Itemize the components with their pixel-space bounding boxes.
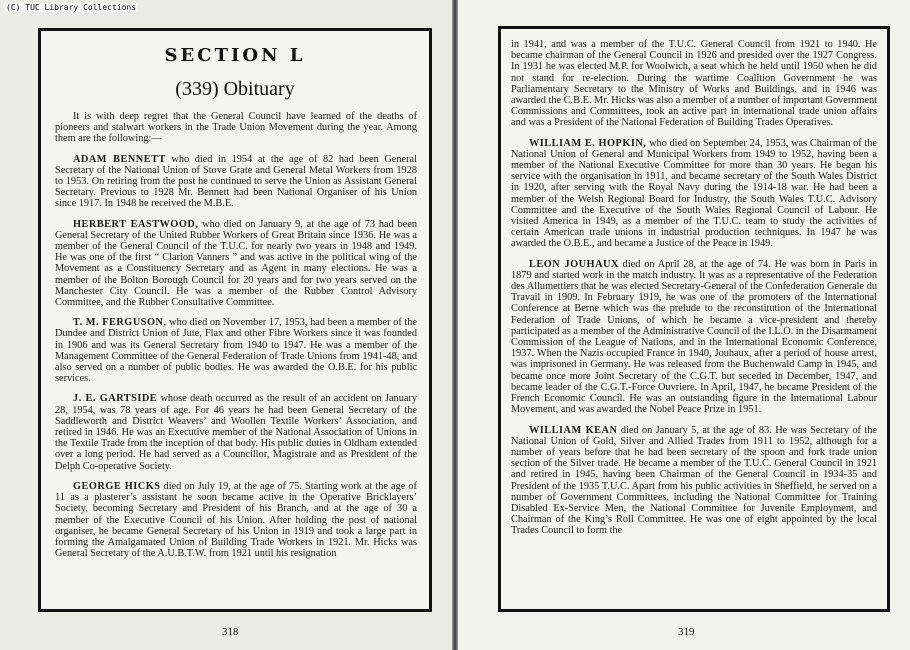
obituary-entry (55, 481, 417, 559)
obituary-text: died on April 28, at the age of 74. He was born in Paris in 1879 and started work in the match industry. It was as a representative of the Federation des Allumettiers that he was elected Secretary-General of the Confederation Generale du Travail in 1909. In February 1919, he was one of the promoters of the International Conference at Berne which was the prelude to the reconstitution of the International Federation of Trade Unions, of which he became a vice-president and thereby participated as a member of the Administrative Council of the I.L.O. in the Disarmament Commission of the League of Nations, and in the International Economic Conference, 1937. When the Nazis occupied France in 1940, Jouhaux, after a period of house arrest, was imprisoned in Germany. He was released from the Buchenwald Camp in 1945, and became once more Joint Secretary of the C.G.T. but seceded in December, 1947, and became leader of the C.G.T.-Force Ouvriere. In April, 1947, he became President of the French Economic Council. He was an outstanding figure in the International Labour Movement, and was awarded the Nobel Peace Prize in 1951. (511, 258, 878, 416)
obituary-text: whose death occurred as the result of an accident on January 28, 1954, was 78 years of age. For 46 years he had been General Secretary of the Saddleworth and District Weavers’ and Woollen Textile Workers’ Association, and retired in 1946. He was an Executive member of the National Association of Unions in the Textile Trade from the inception of that body. His public duties in Oldham extended over a long period. He had served as a Councillor, Magistrate and as President of the Delph Co-operative Society. (55, 393, 417, 472)
obituary-name: ADAM BENNETT (73, 153, 166, 165)
obituary-name: HERBERT EASTWOOD, (73, 218, 199, 230)
obituary-text: died on January 5, at the age of 83. He was Secretary of the National Union of Gold, Silver and Allied Trades from 1911 to 1952, although for a number of years before that he had been secretary of the spoon and fork trade union section of the Silver trade. He became a member of the T.U.C. General Council in 1921 and retired in 1945, having been Chairman of the General Council in 1934-35 and President of the 1935 T.U.C. Apart from his public activities in Sheffield, he served on a number of Government Committees, including the National Committee for Training Disabled Ex-Service Men, the National Committee for Juvenile Employment, and Chairman of the King’s Roll Committee. He was one of eight appointed by the local Trades Council to form the (511, 424, 878, 537)
page-number: 319 (678, 626, 695, 638)
copyright-notice: (C) TUC Library Collections (6, 3, 137, 12)
obituary-text: who died on November 17, 1953, had been a member of the Dundee and District Union of Jute, Flax and other Fibre Workers since it was founded in 1906 and was its General Secretary from 1940 to 1947. He was a member of the Management Committee of the General Federation of Trade Unions from 1941-48, and also served on a number of public bodies. He was awarded the O.B.E. for his public services. (55, 317, 418, 385)
right-text-frame (498, 26, 890, 612)
obituary-text: who died on September 24, 1953, was Chairman of the National Union of General and Municipal Workers from 1949 to 1952, having been a member of the National Executive Committee for more than 30 years. He began his service with the organisation in 1911, and became secretary of the South Wales District in 1920, after serving with the Royal Navy during the 1914-18 war. He had been a member of the Welsh Regional Board for Industry, the South Wales T.U.C. Advisory Committee and the Executive of the South Wales Regional Council of Labour. He visited America in 1949, as a member of the T.U.C. team to study the activities of certain American trade unions in industrial production techniques. In 1947 he was awarded the O.B.E., and became a Justice of the Peace in 1949. (511, 137, 877, 250)
obituary-text: who died in 1954 at the age of 82 had been General Secretary of the National Union of Stove Grate and General Metal Workers from 1928 to 1953. On retiring from the post he continued to serve the Union as Assistant General Secretary. Previous to 1928 Mr. Bennett had been National Organiser of his Union since 1917. In 1948 he received the M.B.E. (55, 153, 417, 210)
obituary-text: died on July 19, at the age of 75. Starting work at the age of 11 as a plasterer’s assistant he soon became active in the Operative Bricklayers’ Society, becoming Secretary and President of his Branch, and at the age of 30 a member of the Executive Council of his Union. After holding the post of national organiser, he became General Secretary of his Union in 1919 and took a large part in forming the Amalgamated Union of Building Trade Workers in 1921. Mr. Hicks was General Secretary of the A.U.B.T.W. from 1921 until his resignation (55, 480, 417, 560)
obituary-entry (55, 317, 417, 384)
right-page (458, 0, 910, 650)
left-page (0, 0, 452, 650)
right-body (501, 29, 887, 537)
left-text-frame (38, 28, 432, 612)
obituary-entry (55, 219, 417, 309)
obituary-entry (511, 259, 877, 416)
obituary-name: J. E. GARTSIDE (73, 393, 158, 405)
intro-paragraph: It is with deep regret that the General Council have learned of the deaths of pioneers and stalwart workers in the Trade Union Movement during the year. Among them are the following:— (55, 111, 417, 145)
obituary-entry (55, 393, 417, 471)
obituary-entry (55, 154, 417, 210)
page-number: 318 (222, 626, 239, 638)
obituary-name: LEON JOUHAUX (529, 258, 619, 270)
continuation-paragraph: in 1941, and was a member of the T.U.C. General Council from 1921 to 1940. He became chairman of the General Council in 1926 and presided over the 1927 Congress. In 1931 he was elected M.P. for Woolwich, a seat which he held until 1950 when he did not stand for re-election. During the wartime Coalition Government he was Parliamentary Secretary to the Ministry of Works and Buildings, and in 1946 was awarded the C.B.E. Mr. Hicks was also a member of a number of important Government Commissions and Committees, took an active part in international trade union affairs and was a President of the National Federation of Building Trades Operatives. (511, 39, 877, 129)
obituary-entry (511, 425, 877, 537)
left-body (41, 111, 429, 559)
obituary-name: GEORGE HICKS (73, 480, 161, 492)
obituary-name: T. M. FERGUSON, (73, 317, 167, 329)
section-title: SECTION L (164, 45, 306, 66)
obituary-entry (511, 138, 877, 250)
obituary-name: WILLIAM E. HOPKIN, (529, 137, 647, 149)
page-title: (339) Obituary (175, 78, 295, 100)
obituary-name: WILLIAM KEAN (529, 424, 618, 436)
obituary-text: who died on January 9, at the age of 73 had been General Secretary of the United Rubber Workers of Great Britain since 1936. He was a member of the General Council of the T.U.C. for nearly two years in 1948 and 1949. He was one of the first “ Clarion Vanners ” and was active in the political wing of the Movement as a Constituency Secretary and as Agent in many elections. He was a member of the Bolton Borough Council for 20 years and for two years served on the Manchester City Council. He was a member of the Rubber Control Advisory Committee, and the Rubber Consultative Committee. (55, 218, 417, 309)
